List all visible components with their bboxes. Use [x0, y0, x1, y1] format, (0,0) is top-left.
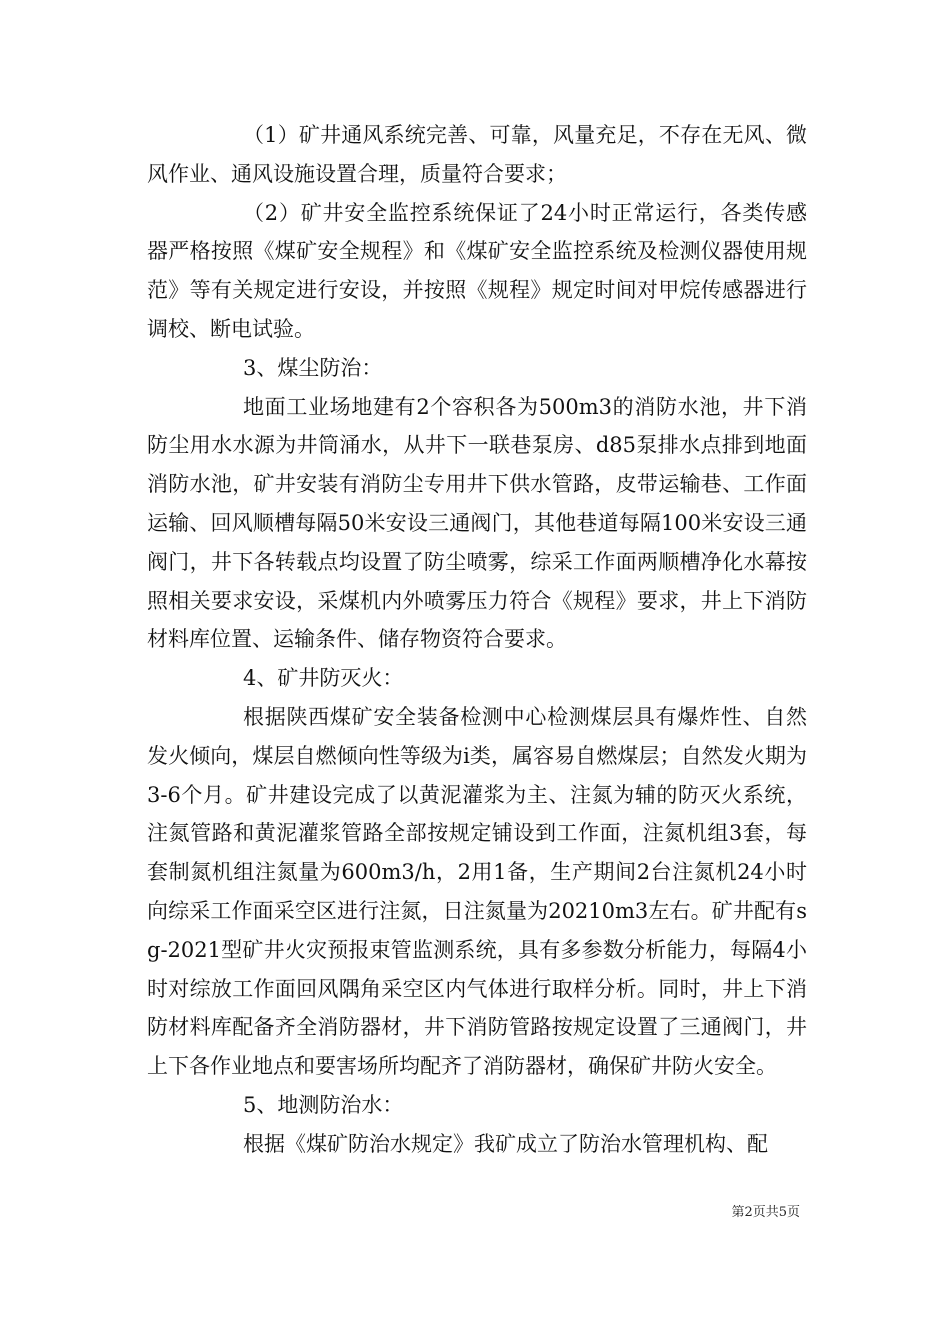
section-heading-fire: 4、矿井防灭火： [243, 666, 404, 691]
paragraph-dust-prevention: 地面工业场地建有2个容积各为500m3的消防水池，井下消防尘用水水源为井筒涌水，从井下一联巷泵房、d85泵排水点排到地面消防水池，矿井安装有消防尘专用井下供水管路，皮带运输巷、工作面运输、回风顺槽每隔50米安设三通阀门，其他巷道每隔100米安设三通阀门，井下各转载点均设置了防尘喷雾，综采工作面两顺槽净化水幕按照相关要求安设，采煤机内外喷雾压力符合《规程》要求，井上下消防材料库位置、运输条件、储存物资符合要求。 [147, 394, 807, 652]
paragraph-ventilation: （1）矿井通风系统完善、可靠，风量充足，不存在无风、微风作业、通风设施设置合理，质量符合要求； [147, 123, 807, 186]
paragraph-fire-prevention: 根据陕西煤矿安全装备检测中心检测煤层具有爆炸性、自然发火倾向，煤层自燃倾向性等级为i类，属容易自燃煤层；自然发火期为3-6个月。矿井建设完成了以黄泥灌浆为主、注氮为辅的防灭火系统，注氮管路和黄泥灌浆管路全部按规定铺设到工作面，注氮机组3套，每套制氮机组注氮量为600m3/h，2用1备，生产期间2台注氮机24小时向综采工作面采空区进行注氮，日注氮量为20210m3左右。矿井配有sg-2021型矿井火灾预报束管监测系统，具有多参数分析能力，每隔4小时对综放工作面回风隅角采空区内气体进行取样分析。同时，井上下消防材料库配备齐全消防器材，井下消防管路按规定设置了三通阀门，井上下各作业地点和要害场所均配齐了消防器材，确保矿井防火安全。 [147, 704, 807, 1079]
page-number-footer: 第2页共5页 [731, 1205, 800, 1220]
section-heading-dust: 3、煤尘防治： [243, 355, 383, 380]
paragraph-monitoring: （2）矿井安全监控系统保证了24小时正常运行，各类传感器严格按照《煤矿安全规程》和《煤矿安全监控系统及检测仪器使用规范》等有关规定进行安设，并按照《规程》规定时间对甲烷传感器进行调校、断电试验。 [147, 200, 807, 341]
document-body [147, 116, 807, 1164]
section-heading-water: 5、地测防治水： [243, 1092, 404, 1117]
paragraph-water-prevention: 根据《煤矿防治水规定》我矿成立了防治水管理机构、配 [243, 1131, 768, 1156]
